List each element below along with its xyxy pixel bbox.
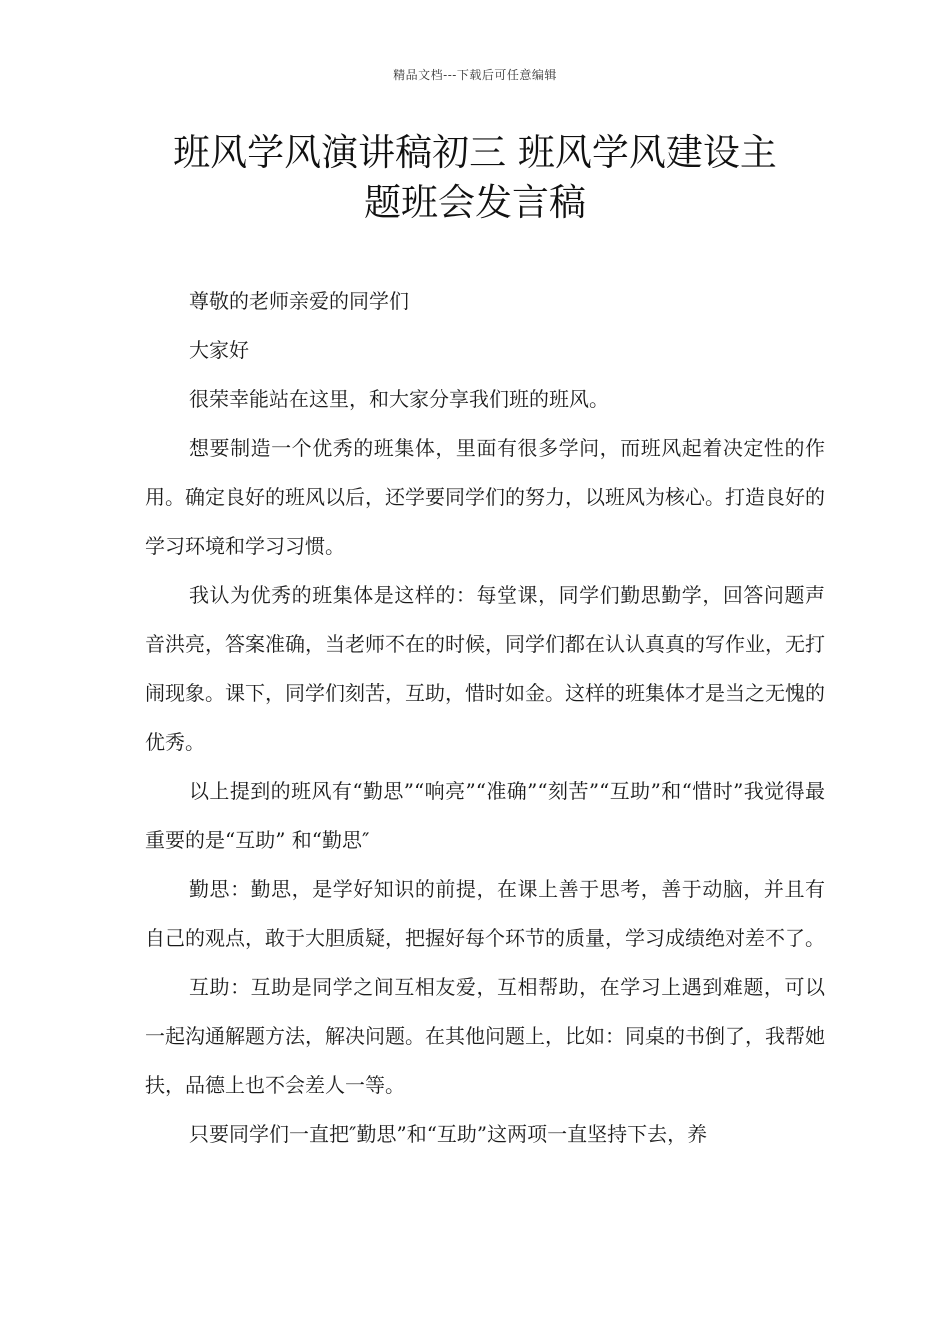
page-title (120, 128, 830, 228)
title-line-2: 题班会发言稿 (364, 181, 586, 224)
paragraph: 以上提到的班风有“勤思”“响亮”“准确”“刻苦”“互助”和“惜时”我觉得最重要的是“互助” 和“勤思″ (145, 779, 825, 852)
header-note: 精品文档---下载后可任意编辑 (393, 68, 557, 82)
paragraph: 我认为优秀的班集体是这样的：每堂课，同学们勤思勤学，回答问题声音洪亮，答案准确，当老师不在的时候，同学们都在认认真真的写作业，无打闹现象。课下，同学们刻苦，互助，惜时如金。这样的班集体才是当之无愧的优秀。 (145, 583, 825, 754)
paragraph: 想要制造一个优秀的班集体，里面有很多学问，而班风起着决定性的作用。确定良好的班风以后，还学要同学们的努力，以班风为核心。打造良好的学习环境和学习习惯。 (145, 436, 825, 558)
title-line-1: 班风学风演讲稿初三 班风学风建设主 (173, 131, 777, 174)
paragraph: 很荣幸能站在这里，和大家分享我们班的班风。 (189, 387, 609, 411)
paragraph-salutation: 尊敬的老师亲爱的同学们 (189, 289, 409, 313)
paragraph: 互助：互助是同学之间互相友爱，互相帮助，在学习上遇到难题，可以一起沟通解题方法，解决问题。在其他问题上，比如：同桌的书倒了，我帮她扶，品德上也不会差人一等。 (145, 975, 825, 1097)
document-body (145, 277, 825, 1159)
paragraph: 只要同学们一直把″勤思”和“互助”这两项一直坚持下去，养 (189, 1122, 708, 1146)
paragraph-greeting: 大家好 (189, 338, 249, 362)
paragraph: 勤思：勤思，是学好知识的前提，在课上善于思考，善于动脑，并且有自己的观点，敢于大胆质疑，把握好每个环节的质量，学习成绩绝对差不了。 (145, 877, 825, 950)
